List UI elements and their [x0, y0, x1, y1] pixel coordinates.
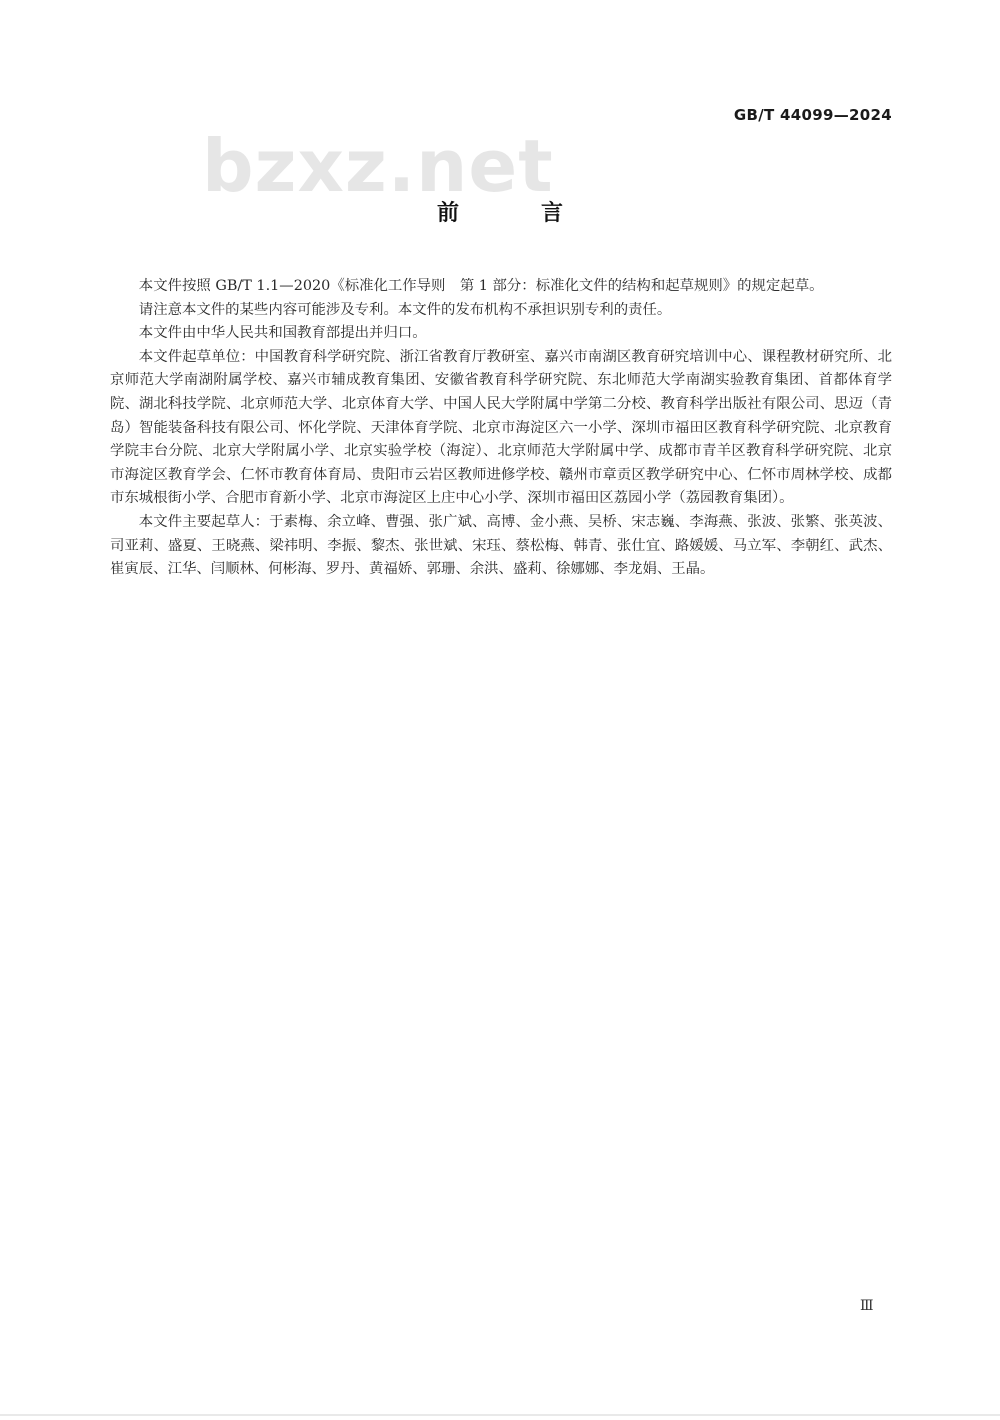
bottom-divider: [0, 1414, 1000, 1416]
paragraph-drafting-units: 本文件起草单位：中国教育科学研究院、浙江省教育厅教研室、嘉兴市南湖区教育研究培训中心、课程教材研究所、北京师范大学南湖附属学校、嘉兴市辅成教育集团、安徽省教育科学研究院、东北师范大学南湖实验教育集团、首都体育学院、湖北科技学院、北京师范大学、北京体育大学、中国人民大学附属中学第二分校、教育科学出版社有限公司、思迈（青岛）智能装备科技有限公司、怀化学院、天津体育学院、北京市海淀区六一小学、深圳市福田区教育科学研究院、北京教育学院丰台分院、北京大学附属小学、北京实验学校（海淀）、北京师范大学附属中学、成都市青羊区教育科学研究院、北京市海淀区教育学会、仁怀市教育体育局、贵阳市云岩区教师进修学校、赣州市章贡区教学研究中心、仁怀市周林学校、成都市东城根街小学、合肥市育新小学、北京市海淀区上庄中心小学、深圳市福田区荔园小学（荔园教育集团）。: [110, 348, 892, 507]
foreword-body: [110, 275, 892, 582]
paragraph-proposer: 本文件由中华人民共和国教育部提出并归口。: [138, 325, 427, 342]
page-number: Ⅲ: [860, 1298, 874, 1314]
standard-code: GB/T 44099—2024: [733, 106, 892, 124]
paragraph-drafters: 本文件主要起草人：于素梅、余立峰、曹强、张广斌、高博、金小燕、吴桥、宋志巍、李海燕、张波、张繁、张英波、司亚莉、盛夏、王晓燕、梁祎明、李振、黎杰、张世斌、宋珏、蔡松梅、韩青、张仕宜、路媛媛、马立军、李朝红、武杰、崔寅辰、江华、闫顺林、何彬海、罗丹、黄福娇、郭珊、余洪、盛莉、徐娜娜、李龙娟、王晶。: [110, 513, 892, 578]
page-title: 前 言: [436, 201, 593, 226]
paragraph-patent-notice: 请注意本文件的某些内容可能涉及专利。本文件的发布机构不承担识别专利的责任。: [138, 301, 672, 318]
watermark: bzxz.net: [202, 124, 554, 208]
paragraph-drafting-rules: 本文件按照 GB/T 1.1—2020《标准化工作导则 第 1 部分：标准化文件的结构和起草规则》的规定起草。: [138, 278, 824, 294]
